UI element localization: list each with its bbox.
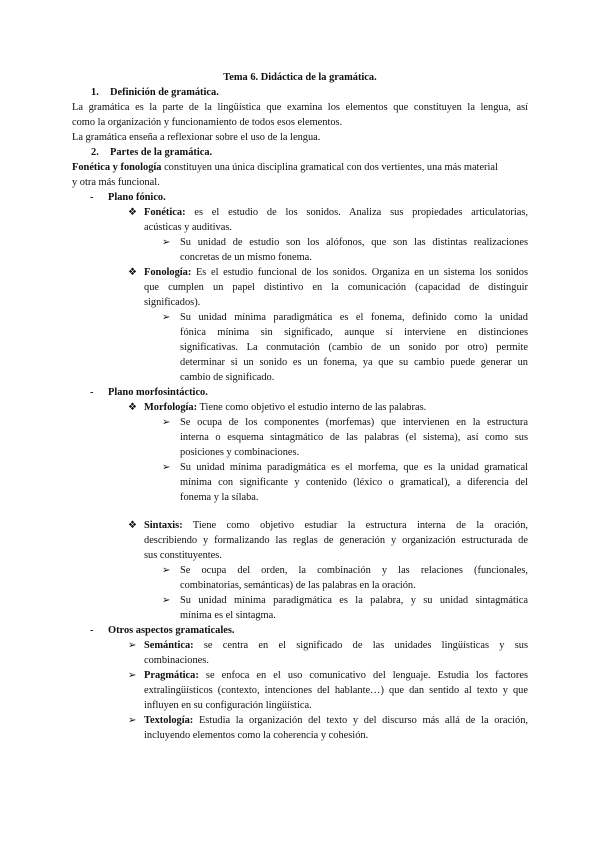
otros-aspectos-heading: Otros aspectos gramaticales. bbox=[108, 625, 235, 636]
fonetica-text: es el estudio de los sonidos. Analiza sus propiedades articulatorias, bbox=[185, 207, 528, 218]
pragmatica-line bbox=[144, 668, 528, 683]
fonologia-line: significados). bbox=[144, 297, 201, 308]
diamond-bullet-icon: ❖ bbox=[128, 520, 137, 531]
sintaxis-sub-line: Se ocupa del orden, la combinación y las relaciones (funcionales, bbox=[180, 565, 528, 576]
pragmatica-line: influyen en su configuración lingüística. bbox=[144, 700, 312, 711]
dash-marker: - bbox=[90, 625, 94, 636]
semantica-line: combinaciones. bbox=[144, 655, 209, 666]
morfologia-text: Tiene como objetivo el estudio interno de las palabras. bbox=[197, 402, 427, 413]
fonetica-term: Fonética: bbox=[144, 207, 186, 218]
textologia-term: Textología: bbox=[144, 715, 194, 726]
section-2-heading: Partes de la gramática. bbox=[110, 147, 213, 158]
semantica-text: se centra en el significado de las unidades lingüísticas y sus bbox=[193, 640, 528, 651]
diamond-bullet-icon: ❖ bbox=[128, 207, 137, 218]
intro-term: Fonética y fonología bbox=[72, 162, 162, 173]
morfologia-term: Morfología: bbox=[144, 402, 198, 413]
dash-marker: - bbox=[90, 192, 94, 203]
fonologia-sub-line: determinar si un sonido es un fonema, ya que su cambio puede generar un bbox=[180, 357, 528, 368]
arrow-bullet-icon: ➢ bbox=[162, 565, 171, 576]
sintaxis-text: Tiene como objetivo estudiar la estructura interna de la oración, bbox=[182, 520, 528, 531]
intro-text: constituyen una única disciplina gramatical con dos vertientes, una más material bbox=[161, 162, 498, 173]
morfologia-sub-line: fonema y la sílaba. bbox=[180, 492, 259, 503]
morfologia-sub-line: Se ocupa de los componentes (morfemas) que intervienen en la estructura bbox=[180, 417, 528, 428]
textologia-text: Estudia la organización del texto y del discurso más allá de la oración, bbox=[193, 715, 528, 726]
fonetica-sub-line: Su unidad de estudio son los alófonos, que son las distintas realizaciones bbox=[180, 237, 528, 248]
arrow-bullet-icon: ➢ bbox=[128, 715, 137, 726]
dash-marker: - bbox=[90, 387, 94, 398]
fonetica-line: acústicas y auditivas. bbox=[144, 222, 233, 233]
sintaxis-sub-line: combinatorias, semánticas) de las palabras en la oración. bbox=[180, 580, 416, 591]
fonologia-sub-line: Su unidad mínima paradigmática es el fonema, definido como la unidad bbox=[180, 312, 528, 323]
fonologia-sub-line: cambio de significado. bbox=[180, 372, 275, 383]
arrow-bullet-icon: ➢ bbox=[128, 640, 137, 651]
fonologia-line: que cumplen un papel distintivo en la comunicación (capacidad de distinguir bbox=[144, 282, 528, 293]
fonologia-text: Es el estudio funcional de los sonidos. Organiza en un sistema los sonidos bbox=[191, 267, 528, 278]
fonologia-term: Fonología: bbox=[144, 267, 192, 278]
arrow-bullet-icon: ➢ bbox=[162, 417, 171, 428]
sintaxis-line: describiendo y formalizando las reglas de generación y organización estructurada de bbox=[144, 535, 528, 546]
semantica-line bbox=[144, 638, 528, 653]
textologia-line bbox=[144, 713, 528, 728]
fonologia-sub-line: fónica mínima sin significado, aunque sí interviene en distinciones bbox=[180, 327, 528, 338]
plano-fonico-heading: Plano fónico. bbox=[108, 192, 166, 203]
arrow-bullet-icon: ➢ bbox=[162, 462, 171, 473]
fonetica-sub-line: concretas de un mismo fonema. bbox=[180, 252, 312, 263]
section-2-intro-line bbox=[72, 160, 498, 175]
morfologia-sub-line: Su unidad mínima paradigmática es el morfema, que es la unidad gramatical bbox=[180, 462, 528, 473]
arrow-bullet-icon: ➢ bbox=[128, 670, 137, 681]
pragmatica-line: extralingüísticos (contexto, intenciones del hablante…) que dan sentido al texto y que bbox=[144, 685, 528, 696]
sintaxis-sub-line: Su unidad mínima paradigmática es la palabra, y su unidad sintagmática bbox=[180, 595, 528, 606]
section-1-paragraph: La gramática enseña a reflexionar sobre el uso de la lengua. bbox=[72, 132, 321, 143]
arrow-bullet-icon: ➢ bbox=[162, 237, 171, 248]
section-1-paragraph-line: La gramática es la parte de la lingüística que examina los elementos que constituyen la lengua, así bbox=[72, 102, 528, 113]
section-1-number: 1. bbox=[91, 87, 99, 98]
section-2-intro-line: y otra más funcional. bbox=[72, 177, 160, 188]
section-1-paragraph-line: como la organización y funcionamiento de todos esos elementos. bbox=[72, 117, 343, 128]
semantica-term: Semántica: bbox=[144, 640, 194, 651]
morfologia-sub-line: posiciones y combinaciones. bbox=[180, 447, 300, 458]
morfologia-sub-line: interna o esquema sintagmático de las palabras (el sistema), así como sus bbox=[180, 432, 528, 443]
fonetica-line bbox=[144, 205, 528, 220]
arrow-bullet-icon: ➢ bbox=[162, 312, 171, 323]
fonologia-sub-line: significativas. La conmutación (cambio de un sonido por otro) permite bbox=[180, 342, 528, 353]
sintaxis-line: sus constituyentes. bbox=[144, 550, 222, 561]
fonologia-line bbox=[144, 265, 528, 280]
sintaxis-term: Sintaxis: bbox=[144, 520, 183, 531]
pragmatica-term: Pragmática: bbox=[144, 670, 199, 681]
plano-morfosintactico-heading: Plano morfosintáctico. bbox=[108, 387, 208, 398]
arrow-bullet-icon: ➢ bbox=[162, 595, 171, 606]
diamond-bullet-icon: ❖ bbox=[128, 402, 137, 413]
diamond-bullet-icon: ❖ bbox=[128, 267, 137, 278]
sintaxis-sub-line: mínima es el sintagma. bbox=[180, 610, 276, 621]
pragmatica-text: se enfoca en el uso comunicativo del lenguaje. Estudia los factores bbox=[198, 670, 528, 681]
sintaxis-line bbox=[144, 518, 528, 533]
morfologia-line bbox=[144, 400, 426, 415]
textologia-line: incluyendo elementos como la coherencia y cohesión. bbox=[144, 730, 369, 741]
morfologia-sub-line: mínima con significante y contenido (léxico o gramatical), a diferencia del bbox=[180, 477, 528, 488]
section-2-number: 2. bbox=[91, 147, 99, 158]
section-1-heading: Definición de gramática. bbox=[110, 87, 219, 98]
page-title: Tema 6. Didáctica de la gramática. bbox=[223, 72, 377, 83]
